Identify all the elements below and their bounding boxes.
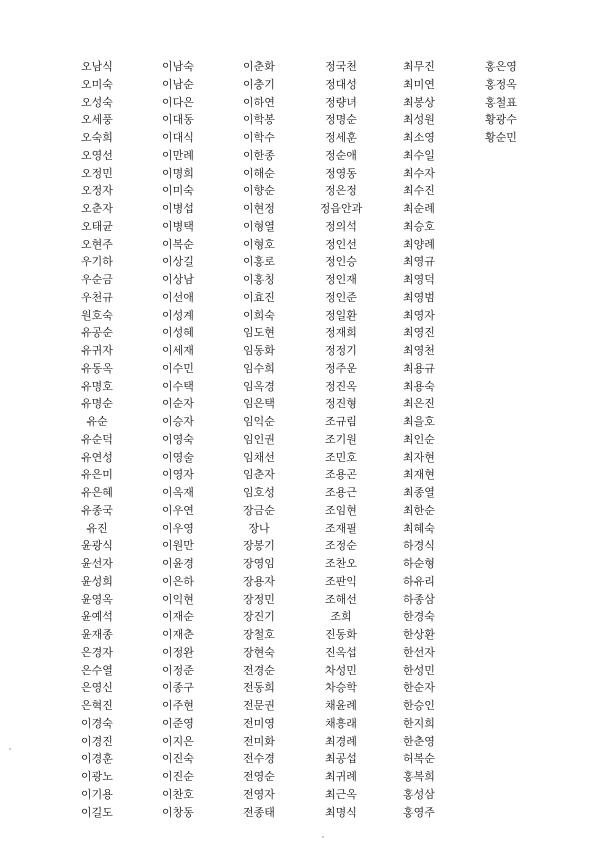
name-entry: 최봉상 [403, 95, 435, 109]
name-entry: 우천규 [81, 290, 113, 304]
name-entry: 이경숙 [81, 716, 113, 730]
name-entry: 오숙희 [81, 131, 113, 144]
name-entry: 이준영 [162, 716, 194, 730]
name-entry: 최수진 [403, 184, 435, 198]
name-entry: 정명순 [325, 113, 357, 127]
name-entry: 윤예석 [81, 610, 113, 624]
name-entry: 조규림 [325, 415, 357, 428]
name-column-3 [214, 58, 304, 821]
name-entry: 조판익 [325, 574, 357, 588]
name-entry: 이선애 [162, 290, 194, 304]
name-entry: 조찬오 [325, 557, 357, 570]
name-entry: 임도현 [243, 326, 275, 340]
name-entry: 최양례 [403, 237, 435, 251]
name-entry: 최무진 [403, 60, 435, 73]
name-entry: 정진형 [325, 397, 357, 411]
name-entry: 이영자 [162, 468, 194, 482]
name-entry: 이지은 [162, 734, 194, 748]
name-entry: 이현정 [243, 202, 275, 215]
name-entry: 유순 [86, 415, 108, 428]
name-entry: 허복순 [403, 752, 435, 766]
name-entry: 최귀례 [325, 770, 357, 783]
name-entry: 오미숙 [81, 77, 113, 91]
name-entry: 이재순 [162, 610, 194, 624]
name-column-4 [296, 58, 386, 821]
name-entry: 유진 [86, 521, 108, 535]
name-entry: 전동희 [243, 681, 275, 695]
name-entry: 정읍안과 [319, 202, 363, 215]
name-entry: 최성원 [403, 113, 435, 127]
name-entry: 조용곤 [325, 468, 357, 482]
name-entry: 최영천 [403, 344, 435, 357]
name-entry: 오정자 [81, 184, 113, 198]
name-entry: 우순금 [81, 273, 113, 286]
name-column-5 [374, 58, 464, 821]
name-entry: 정진옥 [325, 379, 357, 393]
name-entry: 이재춘 [162, 628, 194, 641]
name-entry: 전영순 [243, 770, 275, 783]
name-entry: 최공섭 [325, 752, 357, 766]
name-entry: 오세풍 [81, 113, 113, 127]
name-entry: 이형열 [243, 219, 275, 233]
name-entry: 장나 [248, 521, 270, 535]
name-entry: 정세훈 [325, 131, 357, 144]
name-entry: 유은혜 [81, 486, 113, 499]
name-entry: 이성혜 [162, 326, 194, 340]
name-entry: 이주현 [162, 699, 194, 712]
name-entry: 이효진 [243, 290, 275, 304]
name-entry: 윤재종 [81, 628, 113, 641]
name-entry: 이승자 [162, 415, 194, 428]
name-entry: 한승인 [403, 699, 435, 712]
name-entry: 최은진 [403, 397, 435, 411]
name-entry: 조희 [330, 610, 352, 624]
name-entry: 이세재 [162, 344, 194, 357]
name-entry: 은수열 [81, 663, 113, 677]
name-entry: 우기하 [81, 255, 113, 269]
scan-speck [322, 836, 324, 838]
name-entry: 최수자 [403, 166, 435, 180]
name-entry: 오태균 [81, 219, 113, 233]
name-entry: 이우연 [162, 503, 194, 517]
name-entry: 전수경 [243, 752, 275, 766]
name-entry: 차승학 [325, 681, 357, 695]
name-column-1 [52, 58, 142, 821]
name-entry: 이익현 [162, 592, 194, 606]
name-entry: 장진기 [243, 610, 275, 624]
name-entry: 하순형 [403, 557, 435, 570]
name-entry: 한선자 [403, 645, 435, 659]
name-entry: 임인권 [243, 432, 275, 446]
name-entry: 이우영 [162, 521, 194, 535]
name-entry: 이만례 [162, 148, 194, 162]
name-entry: 이상길 [162, 255, 194, 269]
name-entry: 이명희 [162, 166, 194, 180]
name-entry: 유은미 [81, 468, 113, 482]
name-entry: 최용숙 [403, 379, 435, 393]
name-entry: 이형호 [243, 237, 275, 251]
name-entry: 조임현 [325, 503, 357, 517]
name-entry: 임채선 [243, 450, 275, 464]
name-entry: 이해순 [243, 166, 275, 180]
name-entry: 윤영옥 [81, 592, 113, 606]
name-entry: 전영자 [243, 787, 275, 801]
name-entry: 장정민 [243, 592, 275, 606]
name-entry: 정일환 [325, 308, 357, 322]
name-entry: 한순자 [403, 681, 435, 695]
name-entry: 은경자 [81, 645, 113, 659]
name-entry: 장금순 [243, 503, 275, 517]
name-entry: 최미연 [403, 77, 435, 91]
name-entry: 이홍로 [243, 255, 275, 269]
name-entry: 전경순 [243, 663, 275, 677]
name-entry: 이영술 [162, 450, 194, 464]
name-entry: 이찬호 [162, 787, 194, 801]
name-entry: 최수일 [403, 148, 435, 162]
name-entry: 채흥래 [325, 716, 357, 730]
name-entry: 정의석 [325, 219, 357, 233]
name-entry: 한춘영 [403, 734, 435, 748]
name-entry: 유공순 [81, 326, 113, 340]
name-entry: 임춘자 [243, 468, 275, 482]
name-entry: 이다은 [162, 95, 194, 109]
name-entry: 이희숙 [243, 308, 275, 322]
name-entry: 정주운 [325, 361, 357, 375]
name-entry: 전문권 [243, 699, 275, 712]
name-entry: 유순덕 [81, 432, 113, 446]
name-entry: 최을호 [403, 415, 435, 428]
name-entry: 최순례 [403, 202, 435, 215]
name-entry: 이한종 [243, 148, 275, 162]
name-entry: 이옥재 [162, 486, 194, 499]
name-entry: 오정민 [81, 166, 113, 180]
name-entry: 한지희 [403, 716, 435, 730]
name-entry: 최영진 [403, 326, 435, 340]
name-entry: 이하연 [243, 95, 275, 109]
name-entry: 이대식 [162, 131, 194, 144]
name-entry: 오성숙 [81, 95, 113, 109]
name-entry: 최명식 [325, 805, 357, 819]
name-entry: 이진순 [162, 770, 194, 783]
name-entry: 최영범 [403, 290, 435, 304]
name-entry: 하경식 [403, 539, 435, 553]
name-entry: 최소영 [403, 131, 435, 144]
name-entry: 최영덕 [403, 273, 435, 286]
name-entry: 정인승 [325, 255, 357, 269]
name-entry: 이수민 [162, 361, 194, 375]
name-entry: 이충기 [243, 77, 275, 91]
name-entry: 정인재 [325, 273, 357, 286]
name-entry: 이미숙 [162, 184, 194, 198]
name-entry: 이윤경 [162, 557, 194, 570]
name-entry: 임호성 [243, 486, 275, 499]
name-entry: 이길도 [81, 805, 113, 819]
name-entry: 이병섭 [162, 202, 194, 215]
name-entry: 유동옥 [81, 361, 113, 375]
name-entry: 윤선자 [81, 557, 113, 570]
name-entry: 조민호 [325, 450, 357, 464]
name-entry: 정은정 [325, 184, 357, 198]
name-entry: 이남순 [162, 77, 194, 91]
name-entry: 전종태 [243, 805, 275, 819]
name-entry: 오춘자 [81, 202, 113, 215]
name-entry: 진동화 [325, 628, 357, 641]
name-entry: 이성계 [162, 308, 194, 322]
name-entry: 진옥섭 [325, 645, 357, 659]
name-entry: 정인선 [325, 237, 357, 251]
name-entry: 정순애 [325, 148, 357, 162]
name-entry: 이진숙 [162, 752, 194, 766]
name-entry: 이복순 [162, 237, 194, 251]
name-entry: 이홍칭 [243, 273, 275, 286]
name-entry: 이경진 [81, 734, 113, 748]
name-entry: 이원만 [162, 539, 194, 553]
name-entry: 하종삼 [403, 592, 435, 606]
name-entry: 최자현 [403, 450, 435, 464]
name-entry: 장용자 [243, 574, 275, 588]
name-entry: 정량녀 [325, 95, 357, 109]
name-entry: 임수희 [243, 361, 275, 375]
name-entry: 임익순 [243, 415, 275, 428]
name-entry: 이기용 [81, 787, 113, 801]
name-entry: 이대동 [162, 113, 194, 127]
name-entry: 정대성 [325, 77, 357, 91]
name-entry: 은혁진 [81, 699, 113, 712]
name-entry: 최근옥 [325, 787, 357, 801]
name-entry: 이순자 [162, 397, 194, 411]
name-entry: 한성민 [403, 663, 435, 677]
name-entry: 이남숙 [162, 60, 194, 73]
name-entry: 장철호 [243, 628, 275, 641]
name-entry: 유종국 [81, 503, 113, 517]
name-entry: 전미화 [243, 734, 275, 748]
name-entry: 이종구 [162, 681, 194, 695]
name-entry: 최용규 [403, 361, 435, 375]
name-entry: 이광노 [81, 770, 113, 783]
name-entry: 하유리 [403, 574, 435, 588]
name-entry: 최승호 [403, 219, 435, 233]
name-entry: 이정준 [162, 663, 194, 677]
name-entry: 유귀자 [81, 344, 113, 357]
name-entry: 홍영주 [403, 805, 435, 819]
name-column-6 [456, 58, 546, 147]
name-entry: 정영동 [325, 166, 357, 180]
name-entry: 원호숙 [81, 308, 113, 322]
name-entry: 이향순 [243, 184, 275, 198]
name-entry: 정인준 [325, 290, 357, 304]
name-entry: 차성민 [325, 663, 357, 677]
name-entry: 최혜숙 [403, 521, 435, 535]
name-entry: 정정기 [325, 344, 357, 357]
name-entry: 은영신 [81, 681, 113, 695]
name-entry: 장현숙 [243, 645, 275, 659]
name-entry: 정국천 [325, 60, 357, 73]
name-entry: 이학봉 [243, 113, 275, 127]
name-entry: 홍철표 [485, 95, 517, 109]
name-entry: 최종열 [403, 486, 435, 499]
name-entry: 채윤례 [325, 699, 357, 712]
name-entry: 장영임 [243, 557, 275, 570]
name-entry: 장봉기 [243, 539, 275, 553]
name-entry: 이경훈 [81, 752, 113, 766]
name-entry: 최영규 [403, 255, 435, 269]
name-entry: 오남식 [81, 60, 113, 73]
name-entry: 홍정옥 [485, 77, 517, 91]
name-entry: 임옥경 [243, 379, 275, 393]
name-entry: 이수택 [162, 379, 194, 393]
name-entry: 황광수 [485, 113, 517, 127]
name-entry: 조용근 [325, 486, 357, 499]
name-entry: 조정순 [325, 539, 357, 553]
name-entry: 유명호 [81, 379, 113, 393]
name-entry: 조해선 [325, 592, 357, 606]
scan-speck [9, 748, 11, 750]
name-entry: 홍복희 [403, 770, 435, 783]
name-entry: 최인순 [403, 432, 435, 446]
name-entry: 윤성희 [81, 574, 113, 588]
name-entry: 황순민 [485, 131, 517, 144]
name-entry: 윤광식 [81, 539, 113, 553]
name-entry: 한경숙 [403, 610, 435, 624]
name-entry: 오영선 [81, 148, 113, 162]
name-entry: 최영자 [403, 308, 435, 322]
name-entry: 이정완 [162, 645, 194, 659]
name-entry: 오현주 [81, 237, 113, 251]
name-entry: 이춘화 [243, 60, 275, 73]
name-entry: 임은택 [243, 397, 275, 411]
name-entry: 홍성삼 [403, 787, 435, 801]
name-entry: 유연성 [81, 450, 113, 464]
name-entry: 조기원 [325, 432, 357, 446]
name-entry: 유명순 [81, 397, 113, 411]
name-entry: 최재현 [403, 468, 435, 482]
name-entry: 이병택 [162, 219, 194, 233]
name-entry: 조재필 [325, 521, 357, 535]
name-entry: 정재희 [325, 326, 357, 340]
name-entry: 이은하 [162, 574, 194, 588]
name-entry: 최경례 [325, 734, 357, 748]
name-entry: 이상남 [162, 273, 194, 286]
name-entry: 이학수 [243, 131, 275, 144]
name-entry: 이창동 [162, 805, 194, 819]
name-entry: 전미영 [243, 716, 275, 730]
name-entry: 임동화 [243, 344, 275, 357]
name-entry: 이영숙 [162, 432, 194, 446]
name-entry: 홍은영 [485, 60, 517, 73]
name-entry: 한상환 [403, 628, 435, 641]
name-column-2 [133, 58, 223, 821]
name-entry: 최한순 [403, 503, 435, 517]
